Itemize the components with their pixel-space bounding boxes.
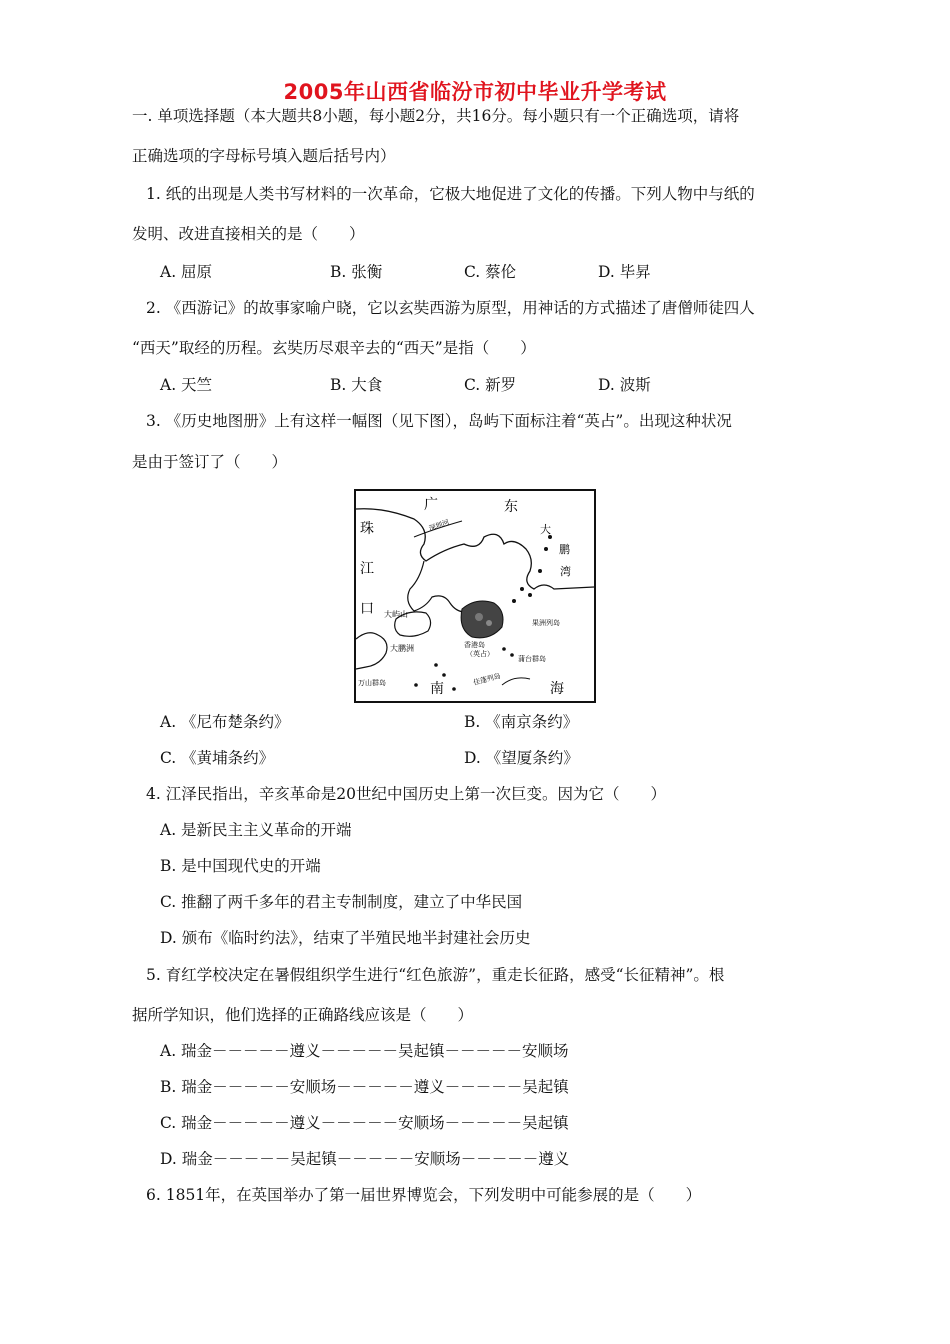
- map-label-jiang: 江: [360, 561, 374, 577]
- q5-option-a[interactable]: A. 瑞金－－－－－遵义－－－－－吴起镇－－－－－安顺场: [160, 1042, 569, 1060]
- pearl-river-estuary-map: [354, 489, 596, 703]
- q4-option-d[interactable]: D. 颁布《临时约法》，结束了半殖民地半封建社会历史: [160, 929, 531, 947]
- q4-option-a[interactable]: A. 是新民主主义革命的开端: [160, 821, 352, 839]
- q5-option-d[interactable]: D. 瑞金－－－－－吴起镇－－－－－安顺场－－－－－遵义: [160, 1150, 570, 1168]
- q5-option-b[interactable]: B. 瑞金－－－－－安顺场－－－－－遵义－－－－－吴起镇: [160, 1078, 569, 1096]
- q5-option-c[interactable]: C. 瑞金－－－－－遵义－－－－－安顺场－－－－－吴起镇: [160, 1114, 569, 1132]
- q6-stem: 6. 1851年，在英国举办了第一届世界博览会，下列发明中可能参展的是（ ）: [146, 1186, 702, 1204]
- q4-option-b[interactable]: B. 是中国现代史的开端: [160, 857, 321, 875]
- section-heading-line1: 一. 单项选择题（本大题共8小题，每小题2分，共16分。每小题只有一个正确选项，请将: [132, 107, 740, 125]
- map-label-peng: 鹏: [559, 543, 570, 556]
- exam-title: 2005年山西省临汾市初中毕业升学考试: [283, 80, 667, 104]
- map-label-poutai: 蒲台群岛: [518, 655, 546, 663]
- q4-stem: 4. 江泽民指出，辛亥革命是20世纪中国历史上第一次巨变。因为它（ ）: [146, 785, 666, 803]
- q5-stem-line1: 5. 育红学校决定在暑假组织学生进行“红色旅游”，重走长征路，感受“长征精神”。根: [146, 966, 725, 984]
- q3-option-b[interactable]: B. 《南京条约》: [464, 713, 579, 731]
- q1-option-c[interactable]: C. 蔡伦: [464, 263, 517, 281]
- map-label-dong: 东: [504, 499, 518, 515]
- q1-stem-line2: 发明、改进直接相关的是（ ）: [132, 225, 365, 243]
- q3-stem-line2: 是由于签订了（ ）: [132, 453, 288, 471]
- q3-option-a[interactable]: A. 《尼布楚条约》: [160, 713, 290, 731]
- q2-option-a[interactable]: A. 天竺: [160, 376, 213, 394]
- map-label-shenzhen-river: 深圳河: [427, 518, 451, 533]
- map-label-zhu: 珠: [360, 521, 374, 537]
- q5-stem-line2: 据所学知识，他们选择的正确路线应该是（ ）: [132, 1006, 474, 1024]
- map-label-yingzhan: （英占）: [466, 650, 494, 658]
- q1-stem-line1: 1. 纸的出现是人类书写材料的一次革命，它极大地促进了文化的传播。下列人物中与纸的: [146, 185, 755, 203]
- map-label-hongkong: 香港岛: [464, 641, 485, 649]
- map-label-hai: 海: [550, 681, 564, 697]
- map-label-kou: 口: [360, 601, 374, 617]
- q2-option-d[interactable]: D. 波斯: [598, 376, 651, 394]
- q3-stem-line1: 3. 《历史地图册》上有这样一幅图（见下图），岛屿下面标注着“英占”。出现这种状况: [146, 412, 732, 430]
- map-label-nan: 南: [430, 681, 444, 697]
- q3-option-c[interactable]: C. 《黄埔条约》: [160, 749, 275, 767]
- map-label-dapengzhou: 大鹏洲: [390, 644, 414, 653]
- q2-stem-line2: “西天”取经的历程。玄奘历尽艰辛去的“西天”是指（ ）: [132, 339, 536, 357]
- q2-stem-line1: 2. 《西游记》的故事家喻户晓，它以玄奘西游为原型，用神话的方式描述了唐僧师徒四人: [146, 299, 755, 317]
- map-label-guang: 广: [424, 497, 438, 513]
- map-label-dayushan: 大屿山: [384, 610, 408, 619]
- section-heading-line2: 正确选项的字母标号填入题后括号内）: [132, 147, 396, 165]
- q1-option-d[interactable]: D. 毕昇: [598, 263, 651, 281]
- q1-option-b[interactable]: B. 张衡: [330, 263, 383, 281]
- map-label-jiapeng: 佳蓬列岛: [472, 671, 502, 687]
- q2-option-c[interactable]: C. 新罗: [464, 376, 517, 394]
- map-label-da: 大: [540, 523, 551, 536]
- map-label-guozhou: 果洲列岛: [532, 619, 560, 627]
- map-label-wanshan: 万山群岛: [358, 679, 386, 687]
- q4-option-c[interactable]: C. 推翻了两千多年的君主专制制度，建立了中华民国: [160, 893, 523, 911]
- q3-option-d[interactable]: D. 《望厦条约》: [464, 749, 579, 767]
- map-label-wan: 湾: [560, 565, 571, 578]
- q2-option-b[interactable]: B. 大食: [330, 376, 383, 394]
- q1-option-a[interactable]: A. 屈原: [160, 263, 213, 281]
